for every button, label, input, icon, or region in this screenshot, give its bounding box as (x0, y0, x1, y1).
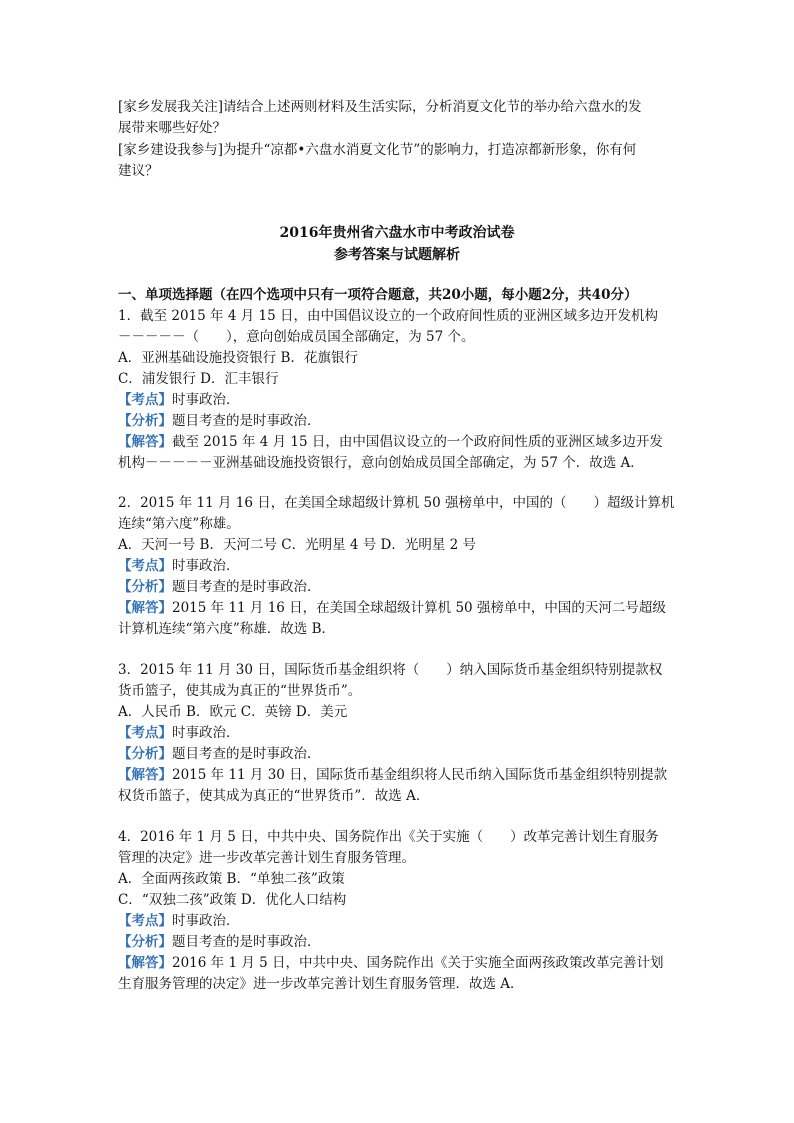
kaodian-label: 【考点】 (118, 558, 172, 574)
intro-line: 展带来哪些好处？ (118, 120, 226, 136)
question-text: 连续“第六度”称雄。 (118, 516, 240, 532)
fenxi-text: 题目考查的是时事政治． (172, 934, 321, 950)
question-text: 3．2015 年 11 月 30 日，国际货币基金组织将（ ）纳入国际货币基金组织特别提款权 (118, 662, 663, 678)
section-heading: 一、单项选择题（在四个选项中只有一项符合题意，共20小题，每小题2分，共40分） (118, 287, 638, 303)
jieda-row (118, 765, 678, 786)
question-text: 2．2015 年 11 月 16 日，在美国全球超级计算机 50 强榜单中，中国的（ ）超级计算机 (118, 495, 675, 511)
jieda-label: 【解答】 (118, 434, 172, 450)
question-text: 货币篮子，使其成为真正的“世界货币”。 (118, 683, 362, 699)
jieda-text-cont: 机构－－－－－亚洲基础设施投资银行，意向创始成员国全部确定，为 57 个．故选 A． (118, 455, 644, 471)
jieda-text-cont: 计算机连续“第六度”称雄．故选 B． (118, 621, 336, 637)
question-options: C．浦发银行 D．汇丰银行 (118, 371, 279, 387)
kaodian-row (118, 911, 678, 932)
intro-line: [家乡发展我关注]请结合上述两则材料及生活实际，分析消夏文化节的举办给六盘水的发 (118, 99, 642, 115)
fenxi-row (118, 744, 678, 765)
jieda-label: 【解答】 (118, 955, 172, 971)
kaodian-text: 时事政治． (172, 558, 240, 574)
question-text: －－－－－（ ），意向创始成员国全部确定，为 57 个。 (118, 329, 475, 345)
fenxi-label: 【分析】 (118, 413, 172, 429)
kaodian-row (118, 723, 678, 744)
page-subtitle: 参考答案与试题解析 (334, 247, 460, 263)
fenxi-label: 【分析】 (118, 579, 172, 595)
kaodian-label: 【考点】 (118, 725, 172, 741)
fenxi-text: 题目考查的是时事政治． (172, 413, 321, 429)
kaodian-text: 时事政治． (172, 392, 240, 408)
jieda-text: 2016 年 1 月 5 日，中共中央、国务院作出《关于实施全面两孩政策改革完善计划 (172, 955, 664, 971)
intro-line: 建议？ (118, 163, 159, 179)
question-options: A．人民币 B．欧元 C．英镑 D．美元 (118, 704, 348, 720)
jieda-text-cont: 生育服务管理的决定》进一步改革完善计划生育服务管理．故选 A． (118, 976, 524, 992)
jieda-row (118, 598, 678, 619)
jieda-label: 【解答】 (118, 600, 172, 616)
fenxi-text: 题目考查的是时事政治． (172, 746, 321, 762)
kaodian-text: 时事政治． (172, 913, 240, 929)
question-options: A．天河一号 B．天河二号 C．光明星 4 号 D．光明星 2 号 (118, 537, 477, 553)
fenxi-label: 【分析】 (118, 934, 172, 950)
fenxi-text: 题目考查的是时事政治． (172, 579, 321, 595)
kaodian-text: 时事政治． (172, 725, 240, 741)
kaodian-row (118, 556, 678, 577)
jieda-row (118, 953, 678, 974)
fenxi-row (118, 932, 678, 953)
fenxi-row (118, 577, 678, 598)
question-text: 1．截至 2015 年 4 月 15 日，由中国倡议设立的一个政府间性质的亚洲区域多边开发机构 (118, 308, 658, 324)
page-title: 2016年贵州省六盘水市中考政治试卷 (279, 225, 515, 241)
jieda-label: 【解答】 (118, 767, 172, 783)
intro-line: [家乡建设我参与]为提升“凉都•六盘水消夏文化节”的影响力，打造凉都新形象，你有何 (118, 142, 637, 158)
question-options: A．全面两孩政策 B．“单独二孩”政策 (118, 871, 345, 887)
question-text: 管理的决定》进一步改革完善计划生育服务管理。 (118, 850, 415, 866)
fenxi-row (118, 411, 678, 432)
kaodian-row (118, 390, 678, 411)
question-options: A．亚洲基础设施投资银行 B．花旗银行 (118, 350, 358, 366)
kaodian-label: 【考点】 (118, 392, 172, 408)
jieda-row (118, 432, 678, 453)
question-text: 4．2016 年 1 月 5 日，中共中央、国务院作出《关于实施（ ）改革完善计划生育服务 (118, 829, 659, 845)
fenxi-label: 【分析】 (118, 746, 172, 762)
jieda-text: 2015 年 11 月 30 日，国际货币基金组织将人民币纳入国际货币基金组织特别提款 (172, 767, 668, 783)
question-options: C．“双独二孩”政策 D．优化人口结构 (118, 892, 347, 908)
jieda-text: 截至 2015 年 4 月 15 日，由中国倡议设立的一个政府间性质的亚洲区域多边开发 (172, 434, 663, 450)
jieda-text-cont: 权货币篮子，使其成为真正的“世界货币”．故选 A． (118, 788, 430, 804)
kaodian-label: 【考点】 (118, 913, 172, 929)
jieda-text: 2015 年 11 月 16 日，在美国全球超级计算机 50 强榜单中，中国的天河二号超级 (172, 600, 666, 616)
